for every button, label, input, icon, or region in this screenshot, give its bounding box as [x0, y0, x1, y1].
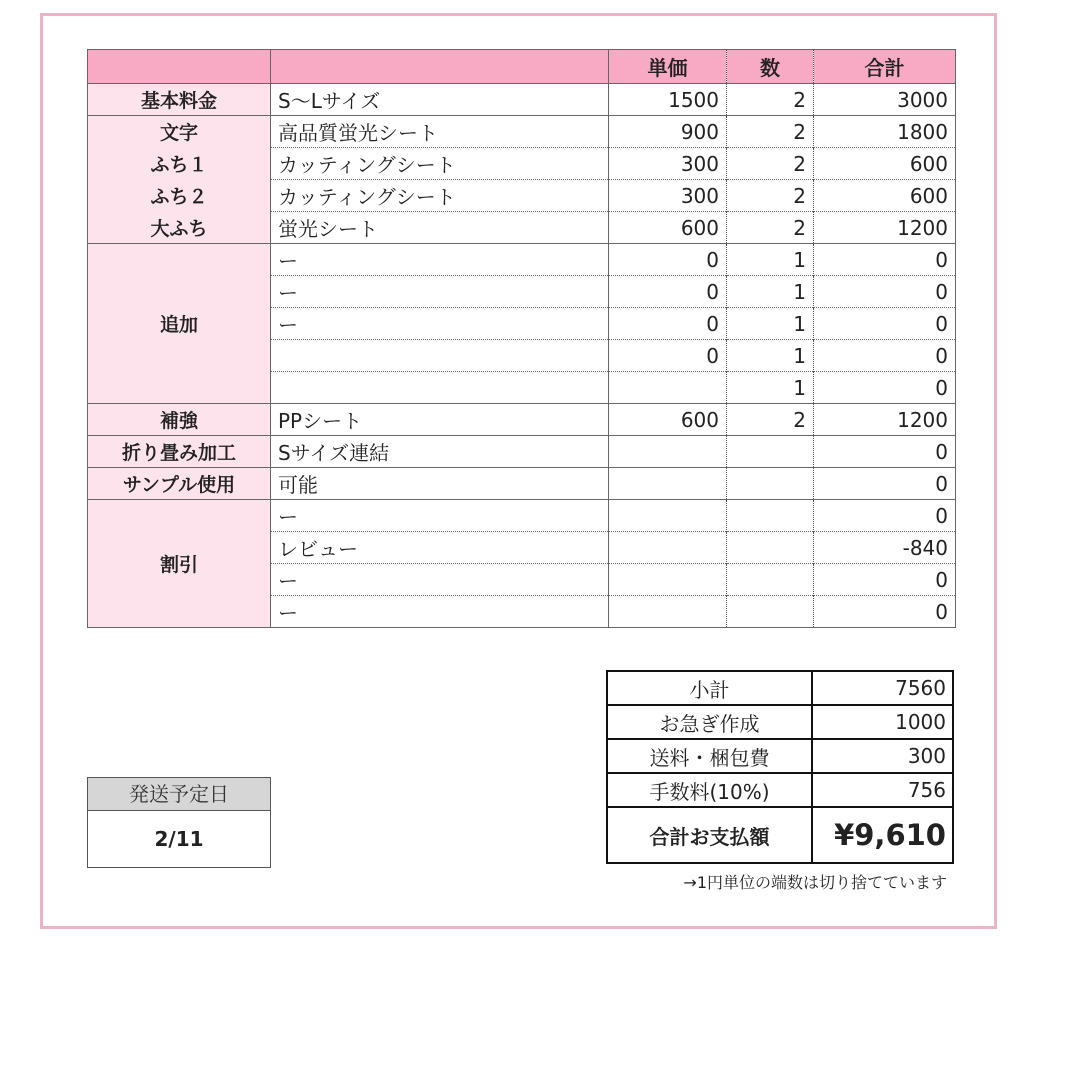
row-description: 可能	[271, 468, 609, 500]
row-unit-price: 300	[609, 148, 727, 180]
subtotal-label: 小計	[607, 671, 812, 705]
row-category: サンプル使用	[88, 468, 271, 500]
ship-date-box	[87, 777, 271, 868]
row-total: 1200	[814, 404, 956, 436]
row-description: Sサイズ連結	[271, 436, 609, 468]
row-total: 0	[814, 500, 956, 532]
subtotal-value: 7560	[812, 671, 953, 705]
row-qty: 2	[727, 180, 814, 212]
row-unit-price: 1500	[609, 84, 727, 116]
row-description: 高品質蛍光シート	[271, 116, 609, 148]
row-total: 0	[814, 436, 956, 468]
row-total: 600	[814, 180, 956, 212]
header-unit-price: 単価	[609, 50, 727, 84]
row-total: 600	[814, 148, 956, 180]
row-qty: 1	[727, 340, 814, 372]
row-qty: 1	[727, 276, 814, 308]
row-category: 大ふち	[88, 212, 271, 244]
row-qty	[727, 564, 814, 596]
row-unit-price	[609, 436, 727, 468]
row-qty: 1	[727, 244, 814, 276]
row-qty	[727, 596, 814, 628]
row-qty: 2	[727, 116, 814, 148]
row-description: ー	[271, 308, 609, 340]
row-description	[271, 372, 609, 404]
row-qty: 1	[727, 372, 814, 404]
row-description: ー	[271, 276, 609, 308]
row-category: 折り畳み加工	[88, 436, 271, 468]
table-row	[88, 436, 956, 468]
table-row	[88, 500, 956, 532]
table-row	[88, 244, 956, 276]
summary-row-subtotal	[607, 671, 953, 705]
table-row	[88, 212, 956, 244]
summary-row-rush	[607, 705, 953, 739]
row-qty: 1	[727, 308, 814, 340]
row-total: 0	[814, 244, 956, 276]
row-description: ー	[271, 244, 609, 276]
row-unit-price	[609, 500, 727, 532]
row-total: 0	[814, 276, 956, 308]
row-qty: 2	[727, 148, 814, 180]
shipping-value: 300	[812, 739, 953, 773]
row-qty: 2	[727, 212, 814, 244]
row-description: PPシート	[271, 404, 609, 436]
row-total: -840	[814, 532, 956, 564]
rush-label: お急ぎ作成	[607, 705, 812, 739]
row-unit-price	[609, 564, 727, 596]
row-qty	[727, 500, 814, 532]
summary-row-fee	[607, 773, 953, 807]
header-qty: 数	[727, 50, 814, 84]
row-category: ふち１	[88, 148, 271, 180]
header-empty-cell	[88, 50, 271, 84]
ship-date-value: 2/11	[154, 827, 204, 851]
row-unit-price	[609, 596, 727, 628]
row-total: 1200	[814, 212, 956, 244]
price-table	[87, 49, 956, 628]
row-total: 1800	[814, 116, 956, 148]
grand-total-label: 合計お支払額	[607, 807, 812, 863]
summary-table	[606, 670, 954, 864]
row-unit-price	[609, 468, 727, 500]
summary-row-grand-total	[607, 807, 953, 863]
row-description: ー	[271, 564, 609, 596]
table-row	[88, 404, 956, 436]
row-qty	[727, 468, 814, 500]
row-description: カッティングシート	[271, 180, 609, 212]
row-unit-price	[609, 532, 727, 564]
table-header-row	[88, 50, 956, 84]
row-unit-price: 0	[609, 340, 727, 372]
row-description: S〜Lサイズ	[271, 84, 609, 116]
grand-total-value: ¥9,610	[812, 807, 953, 863]
row-unit-price: 0	[609, 276, 727, 308]
row-description	[271, 340, 609, 372]
row-category: 文字	[88, 116, 271, 148]
row-category: 割引	[88, 500, 271, 628]
table-row	[88, 116, 956, 148]
row-unit-price: 0	[609, 244, 727, 276]
row-total: 0	[814, 468, 956, 500]
row-category: 補強	[88, 404, 271, 436]
row-total: 0	[814, 372, 956, 404]
row-description: 蛍光シート	[271, 212, 609, 244]
ship-date-label: 発送予定日	[88, 778, 270, 811]
row-description: レビュー	[271, 532, 609, 564]
row-unit-price: 900	[609, 116, 727, 148]
row-unit-price: 600	[609, 212, 727, 244]
header-total: 合計	[814, 50, 956, 84]
row-unit-price	[609, 372, 727, 404]
table-row	[88, 180, 956, 212]
row-qty	[727, 436, 814, 468]
row-category: ふち２	[88, 180, 271, 212]
row-total: 3000	[814, 84, 956, 116]
header-empty-cell	[271, 50, 609, 84]
summary-row-shipping	[607, 739, 953, 773]
row-description: カッティングシート	[271, 148, 609, 180]
row-description: ー	[271, 500, 609, 532]
row-total: 0	[814, 596, 956, 628]
rounding-note: →1円単位の端数は切り捨てています	[683, 873, 947, 892]
row-qty: 2	[727, 404, 814, 436]
table-row	[88, 468, 956, 500]
table-row	[88, 84, 956, 116]
row-unit-price: 300	[609, 180, 727, 212]
row-unit-price: 0	[609, 308, 727, 340]
row-total: 0	[814, 308, 956, 340]
row-qty: 2	[727, 84, 814, 116]
fee-label: 手数料(10%)	[607, 773, 812, 807]
row-qty	[727, 532, 814, 564]
fee-value: 756	[812, 773, 953, 807]
row-category: 基本料金	[88, 84, 271, 116]
row-total: 0	[814, 340, 956, 372]
rush-value: 1000	[812, 705, 953, 739]
shipping-label: 送料・梱包費	[607, 739, 812, 773]
row-description: ー	[271, 596, 609, 628]
row-category: 追加	[88, 244, 271, 404]
row-unit-price: 600	[609, 404, 727, 436]
table-row	[88, 148, 956, 180]
row-total: 0	[814, 564, 956, 596]
